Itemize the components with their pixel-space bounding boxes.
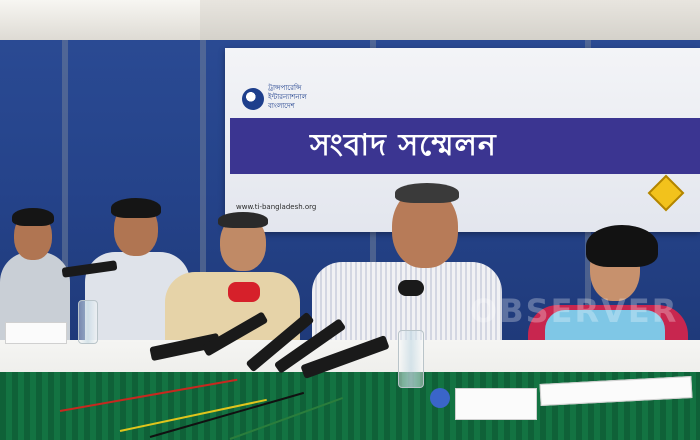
hair <box>218 212 268 228</box>
banner-url: www.ti-bangladesh.org <box>236 203 317 211</box>
ceiling-light <box>0 0 200 40</box>
banner-title: সংবাদ সম্মেলন <box>310 128 497 163</box>
paper <box>455 388 537 420</box>
microphone-icon <box>398 280 424 296</box>
ti-logo-icon <box>242 88 264 110</box>
watermark: OBSERVER <box>470 292 679 330</box>
water-glass <box>398 330 424 388</box>
hair <box>12 208 54 226</box>
hair <box>586 225 658 267</box>
hair <box>395 183 459 203</box>
microphone-red-icon <box>228 282 260 302</box>
water-bottle <box>78 300 98 344</box>
paper <box>5 322 67 344</box>
microphone-blue-icon <box>430 388 450 408</box>
banner-org-name: ট্রান্সপারেন্সি ইন্টারন্যাশনাল বাংলাদেশ <box>268 84 307 110</box>
hair <box>111 198 161 218</box>
